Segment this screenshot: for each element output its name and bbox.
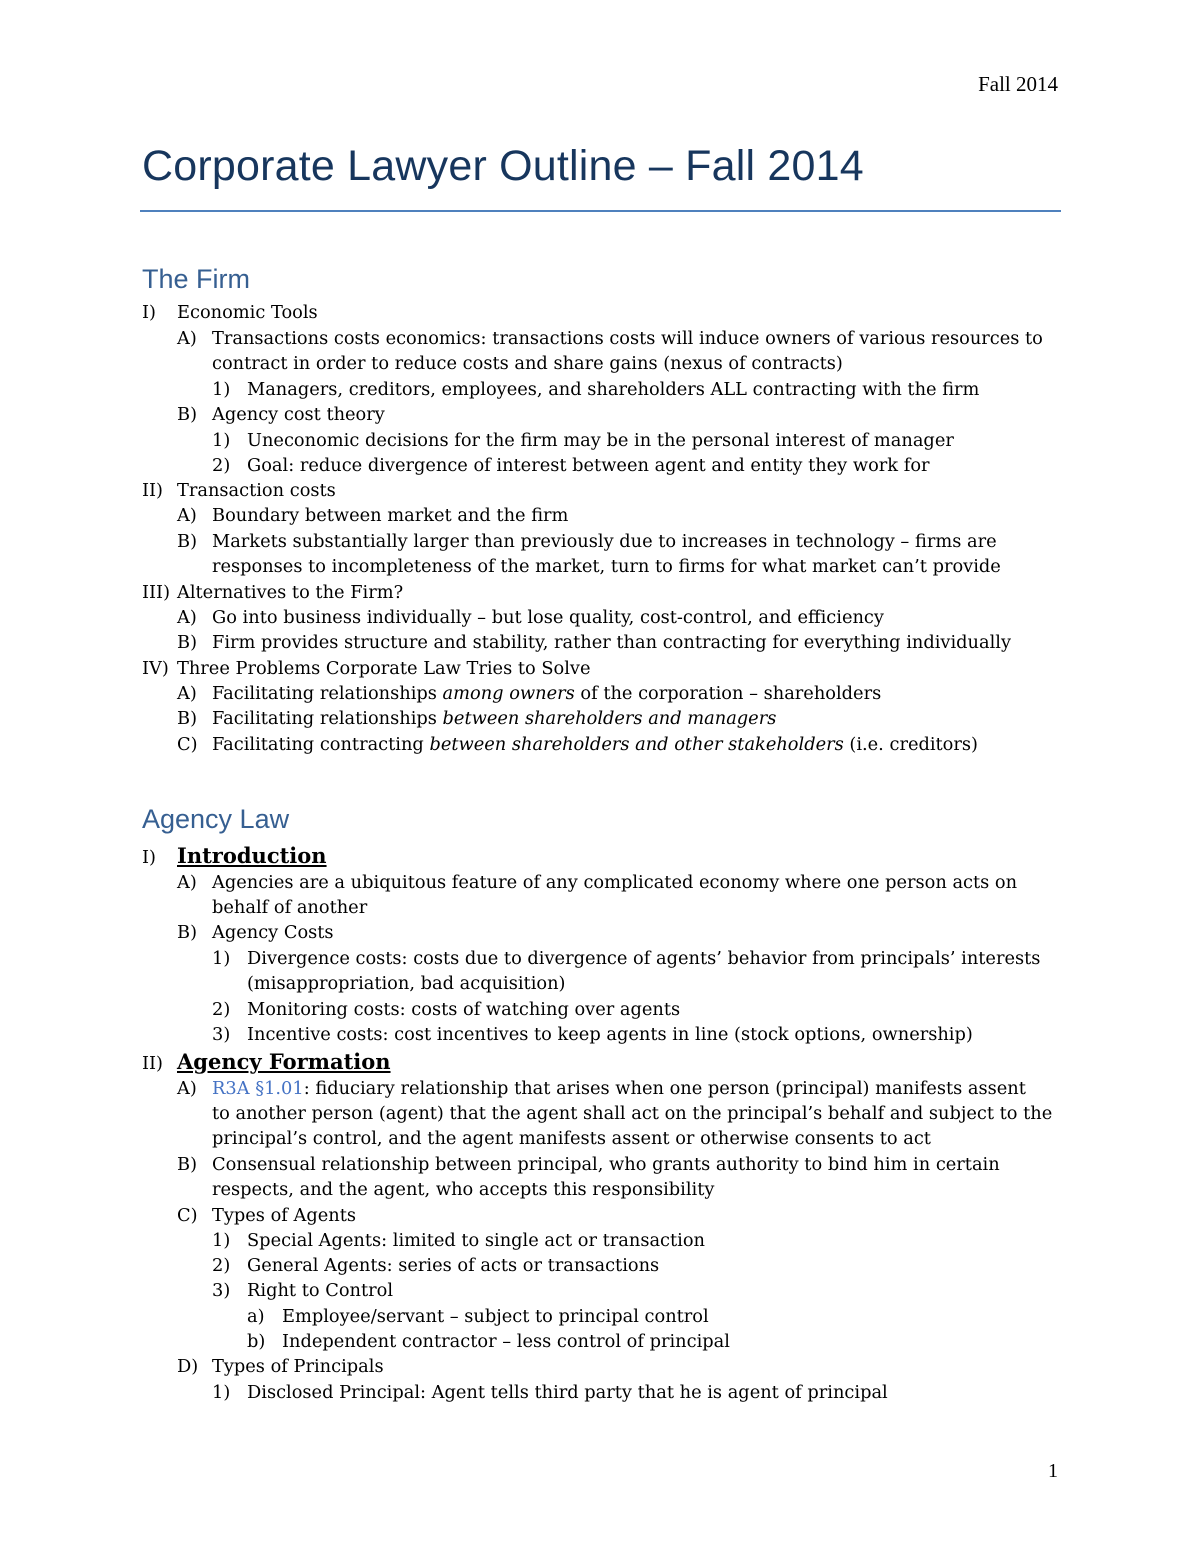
outline-item [142,843,327,870]
page-number: 1 [1048,1460,1058,1482]
outline-item [177,503,568,528]
section-heading-firm: The Firm [142,264,250,294]
outline-marker: A) [177,328,197,349]
outline-item [142,656,591,681]
outline-text: Facilitating relationships [212,708,443,729]
outline-marker: D) [177,1356,199,1377]
outline-item [212,997,680,1022]
outline-text: Economic Tools [177,302,318,323]
outline-marker: 2) [212,1255,231,1276]
outline-marker: A) [177,872,197,893]
outline-item [177,326,1043,376]
outline-text: Consensual relationship between principal, who grants authority to bind him in certain [212,1154,1000,1175]
outline-marker: 2) [212,455,231,476]
outline-item [212,1228,705,1253]
outline-item [247,1304,709,1329]
outline-marker: I) [142,302,156,323]
outline-text: (i.e. creditors) [843,734,978,755]
outline-marker: 1) [212,430,231,451]
outline-item [212,453,930,478]
outline-item [177,1203,356,1228]
outline-text: Agency cost theory [212,404,385,425]
outline-marker: IV) [142,658,169,679]
outline-text: Goal: reduce divergence of interest between agent and entity they work for [247,455,930,476]
outline-text-continuation: principal’s control, and the agent manifests assent or otherwise consents to act [212,1128,931,1149]
outline-marker: a) [247,1306,265,1327]
outline-marker: 1) [212,1382,231,1403]
outline-text: Agencies are a ubiquitous feature of any complicated economy where one person acts on [212,872,1018,893]
outline-item [212,1278,393,1303]
outline-item [212,1380,888,1405]
outline-marker: 3) [212,1280,231,1301]
outline-marker: b) [247,1331,266,1352]
outline-marker: B) [177,1154,198,1175]
outline-marker: B) [177,632,198,653]
outline-text-italic: among owners [442,683,575,704]
outline-item [212,377,979,402]
outline-item [212,428,954,453]
outline-marker: 1) [212,1230,231,1251]
outline-text: Three Problems Corporate Law Tries to Solve [177,658,591,679]
outline-text-continuation: respects, and the agent, who accepts this responsibility [212,1179,715,1200]
outline-text: Incentive costs: cost incentives to keep agents in line (stock options, ownership) [247,1024,973,1045]
outline-text: Go into business individually – but lose quality, cost-control, and efficiency [212,607,884,628]
outline-item [177,681,881,706]
outline-marker: 1) [212,379,231,400]
outline-item [177,529,1001,579]
outline-text: Firm provides structure and stability, rather than contracting for everything individually [212,632,1011,653]
outline-text: Facilitating relationships [212,683,443,704]
outline-text: Types of Principals [212,1356,384,1377]
outline-item [142,478,336,503]
outline-item [177,920,334,945]
outline-item [177,732,978,757]
outline-marker: 3) [212,1024,231,1045]
outline-text: Types of Agents [212,1205,356,1226]
outline-marker: B) [177,531,198,552]
outline-item [142,1049,391,1076]
outline-text: Agency Costs [212,922,334,943]
outline-item [177,402,385,427]
outline-marker: I) [142,847,156,868]
outline-text-continuation: contract in order to reduce costs and share gains (nexus of contracts) [212,353,843,374]
outline-item [247,1329,730,1354]
outline-item [177,1354,384,1379]
outline-marker: 2) [212,999,231,1020]
outline-marker: C) [177,734,198,755]
outline-item [142,580,403,605]
section-heading-agency: Agency Law [142,804,290,834]
subheading-introduction: Introduction [177,843,327,868]
outline-item [212,1022,973,1047]
outline-text-italic: between shareholders and managers [442,708,777,729]
outline-text: : fiduciary relationship that arises when one person (principal) manifests assent [303,1078,1026,1099]
outline-marker: C) [177,1205,198,1226]
outline-text-continuation: to another person (agent) that the agent shall act on the principal’s behalf and subject to the [212,1103,1053,1124]
outline-text: Right to Control [247,1280,394,1301]
outline-item [212,946,1040,996]
outline-text-continuation: (misappropriation, bad acquisition) [247,973,566,994]
outline-text: Facilitating contracting [212,734,430,755]
outline-text-italic: between shareholders and other stakeholders [429,734,844,755]
outline-text: Disclosed Principal: Agent tells third party that he is agent of principal [247,1382,888,1403]
outline-text: Alternatives to the Firm? [177,582,404,603]
document-title: Corporate Lawyer Outline – Fall 2014 [142,142,864,190]
page-header: Fall 2014 [978,72,1058,96]
outline-marker: A) [177,683,197,704]
outline-item [212,1253,659,1278]
outline-marker: 1) [212,948,231,969]
outline-item [177,706,776,731]
outline-item [177,630,1011,655]
outline-item [177,605,884,630]
outline-text: Independent contractor – less control of principal [282,1331,730,1352]
outline-marker: II) [142,480,163,501]
title-rule [140,210,1061,212]
outline-text-continuation: responses to incompleteness of the market, turn to firms for what market can’t provide [212,556,1001,577]
outline-marker: III) [142,582,171,603]
outline-text: Divergence costs: costs due to divergence of agents’ behavior from principals’ interests [247,948,1041,969]
outline-text: Transaction costs [177,480,336,501]
outline-text: Monitoring costs: costs of watching over agents [247,999,681,1020]
outline-text: General Agents: series of acts or transactions [247,1255,660,1276]
outline-text: of the corporation – shareholders [574,683,882,704]
outline-text-continuation: behalf of another [212,897,368,918]
subheading-agency-formation: Agency Formation [177,1049,391,1074]
outline-text: Employee/servant – subject to principal control [282,1306,709,1327]
outline-text: Uneconomic decisions for the firm may be in the personal interest of manager [247,430,954,451]
restatement-reference-link[interactable]: R3A §1.01 [212,1078,304,1099]
outline-text: Boundary between market and the firm [212,505,569,526]
outline-marker: B) [177,922,198,943]
outline-text: Transactions costs economics: transactions costs will induce owners of various resources to [212,328,1043,349]
outline-marker: A) [177,505,197,526]
outline-marker: B) [177,404,198,425]
outline-item [177,1076,1052,1151]
outline-text: Markets substantially larger than previously due to increases in technology – firms are [212,531,997,552]
outline-text: Special Agents: limited to single act or transaction [247,1230,706,1251]
outline-marker: A) [177,607,197,628]
outline-item [177,870,1017,920]
outline-marker: A) [177,1078,197,1099]
outline-item [177,1152,1000,1202]
outline-marker: II) [142,1053,163,1074]
outline-marker: B) [177,708,198,729]
outline-text: Managers, creditors, employees, and shareholders ALL contracting with the firm [247,379,980,400]
outline-item [142,300,318,325]
